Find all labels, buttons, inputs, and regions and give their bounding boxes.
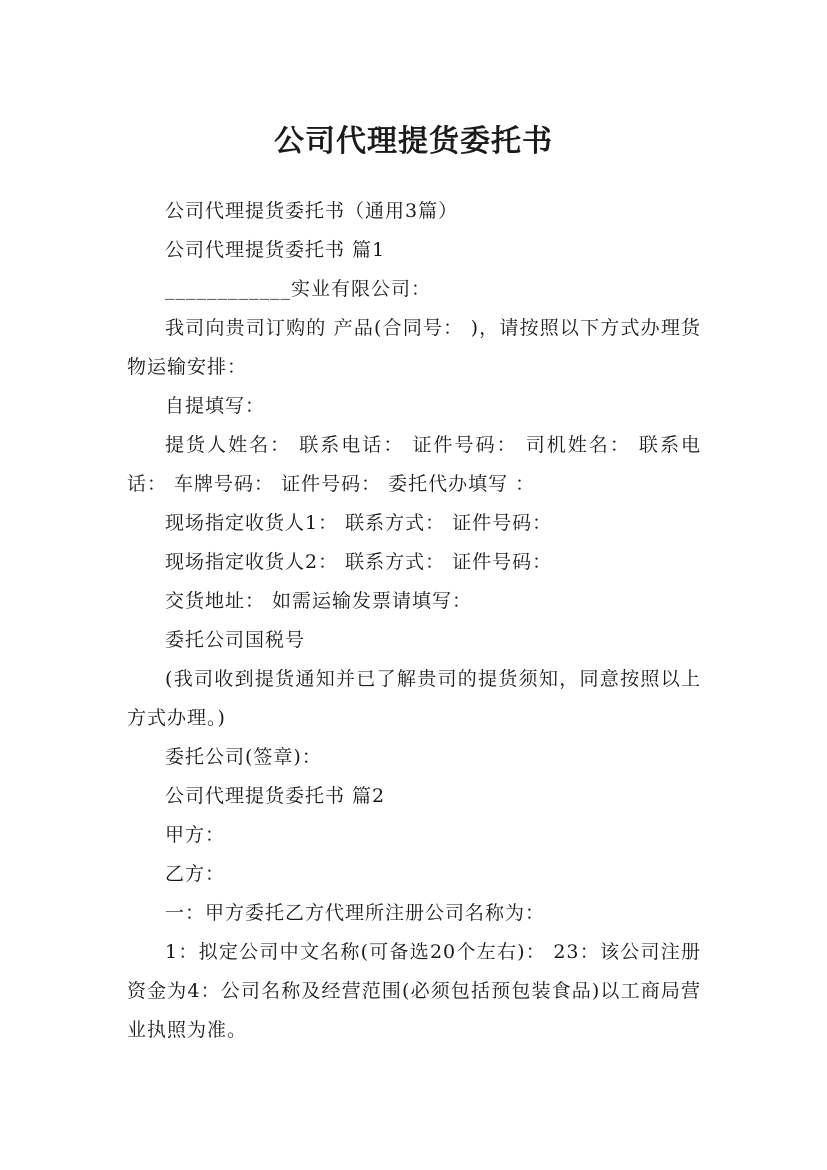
paragraph-receiver-2: 现场指定收货人2： 联系方式： 证件号码： <box>165 551 553 573</box>
paragraph-clause-1: 一：甲方委托乙方代理所注册公司名称为： <box>165 902 546 924</box>
addressee-line: ____________实业有限公司： <box>165 278 432 300</box>
paragraph-clause-details: 1：拟定公司中文名称(可备选20个左右)： 23：该公司注册资金为4：公司名称及经营范围(必须包括预包装食品)以工商局营业执照为准。 <box>127 941 701 1041</box>
paragraph-order: 我司向贵司订购的 产品(合同号： )，请按照以下方式办理货物运输安排： <box>127 317 701 378</box>
paragraph-party-b: 乙方： <box>165 863 226 885</box>
paragraph-delivery-address: 交货地址： 如需运输发票请填写： <box>165 590 473 612</box>
section-heading-1: 公司代理提货委托书 篇1 <box>165 239 386 261</box>
paragraph-self-pickup: 自提填写： <box>165 395 266 417</box>
document-title: 公司代理提货委托书 <box>274 124 553 160</box>
document-body <box>127 192 701 1050</box>
section-heading-2: 公司代理提货委托书 篇2 <box>165 785 386 807</box>
paragraph-tax-number: 委托公司国税号 <box>165 629 306 651</box>
paragraph-pickup-fields: 提货人姓名： 联系电话： 证件号码： 司机姓名： 联系电话： 车牌号码： 证件号码： 委托代办填写 ： <box>127 434 701 495</box>
paragraph-party-a: 甲方： <box>165 824 226 846</box>
paragraph-signature: 委托公司(签章)： <box>165 746 322 768</box>
paragraph-acknowledgement: (我司收到提货通知并已了解贵司的提货须知，同意按照以上方式办理。) <box>127 668 701 729</box>
paragraph-receiver-1: 现场指定收货人1： 联系方式： 证件号码： <box>165 512 553 534</box>
paragraph-intro: 公司代理提货委托书（通用3篇） <box>165 200 459 222</box>
